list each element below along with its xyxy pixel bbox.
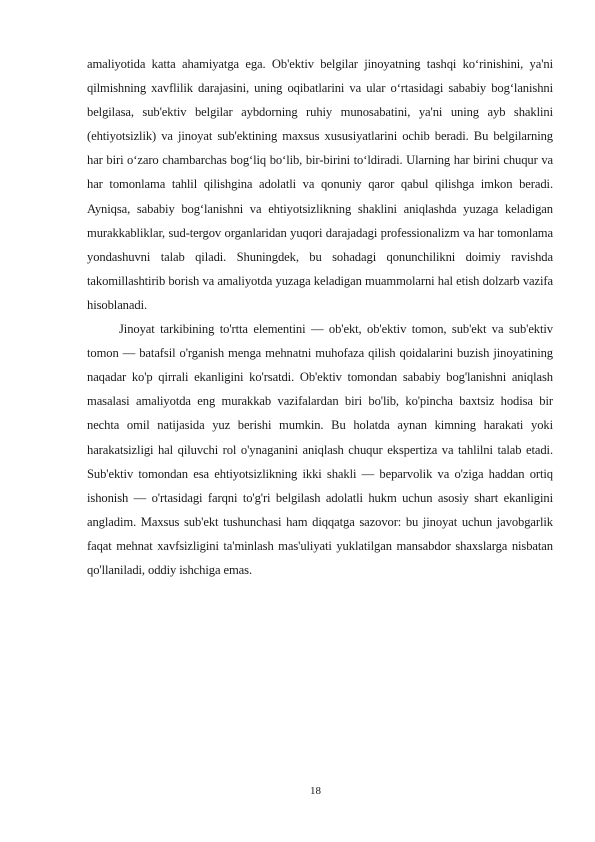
paragraph-conclusion: Jinoyat tarkibining to'rtta elementini — ob'ekt, ob'ektiv tomon, sub'ekt va sub'ektiv tomon — batafsil o'rganish menga mehnatni muhofaza qilish qoidalarini buzish jinoyatining naqadar ko'p qirrali ekanligini ko'rsatdi. Ob'ektiv tomondan sababiy bog'lanishni aniqlash masalasi amaliyotda eng murakkab vazifalardan biri bo'lib, ko'pincha baxtsiz hodisa bir nechta omil natijasida yuz berishi mumkin. Bu holatda aynan kimning harakati yoki harakatsizligi hal qiluvchi rol o'ynaganini aniqlash chuqur ekspertiza va tahlilni talab etadi. Sub'ektiv tomondan esa ehtiyotsizlikning ikki shakli — beparvolik va o'ziga haddan ortiq ishonish — o'rtasidagi farqni to'g'ri belgilash adolatli hukm uchun asosiy shart ekanligini angladim. Maxsus sub'ekt tushunchasi ham diqqatga sazovor: bu jinoyat uchun javobgarlik faqat mehnat xavfsizligini ta'minlash mas'uliyati yuklatilgan mansabdor shaxslarga nisbatan qo'llaniladi, oddiy ishchiga emas.	[87, 322, 553, 577]
paragraph-continuation: amaliyotida katta ahamiyatga ega. Ob'ektiv belgilar jinoyatning tashqi ko‘rinishini, ya'ni qilmishning xavflilik darajasini, uning oqibatlarini va ular o‘rtasidagi sababiy bog‘lanishni belgilasa, sub'ektiv belgilar aybdorning ruhiy munosabatini, ya'ni uning ayb shaklini (ehtiyotsizlik) va jinoyat sub'ektining maxsus xususiyatlarini ochib beradi. Bu belgilarning har biri o‘zaro chambarchas bog‘liq bo‘lib, bir-birini to‘ldiradi. Ularning har birini chuqur va har tomonlama tahlil qilishgina adolatli va qonuniy qaror qabul qilishga imkon beradi. Ayniqsa, sababiy bog‘lanishni va ehtiyotsizlikning shaklini aniqlashda yuzaga keladigan murakkabliklar, sud-tergov organlaridan yuqori darajadagi professionalizm va har tomonlama yondashuvni talab qiladi. Shuningdek, bu sohadagi qonunchilikni doimiy ravishda takomillashtirib borish va amaliyotda yuzaga keladigan muammolarni hal etish dolzarb vazifa hisoblanadi.	[87, 57, 553, 312]
page-number: 18	[310, 785, 321, 797]
body-text	[87, 52, 553, 582]
